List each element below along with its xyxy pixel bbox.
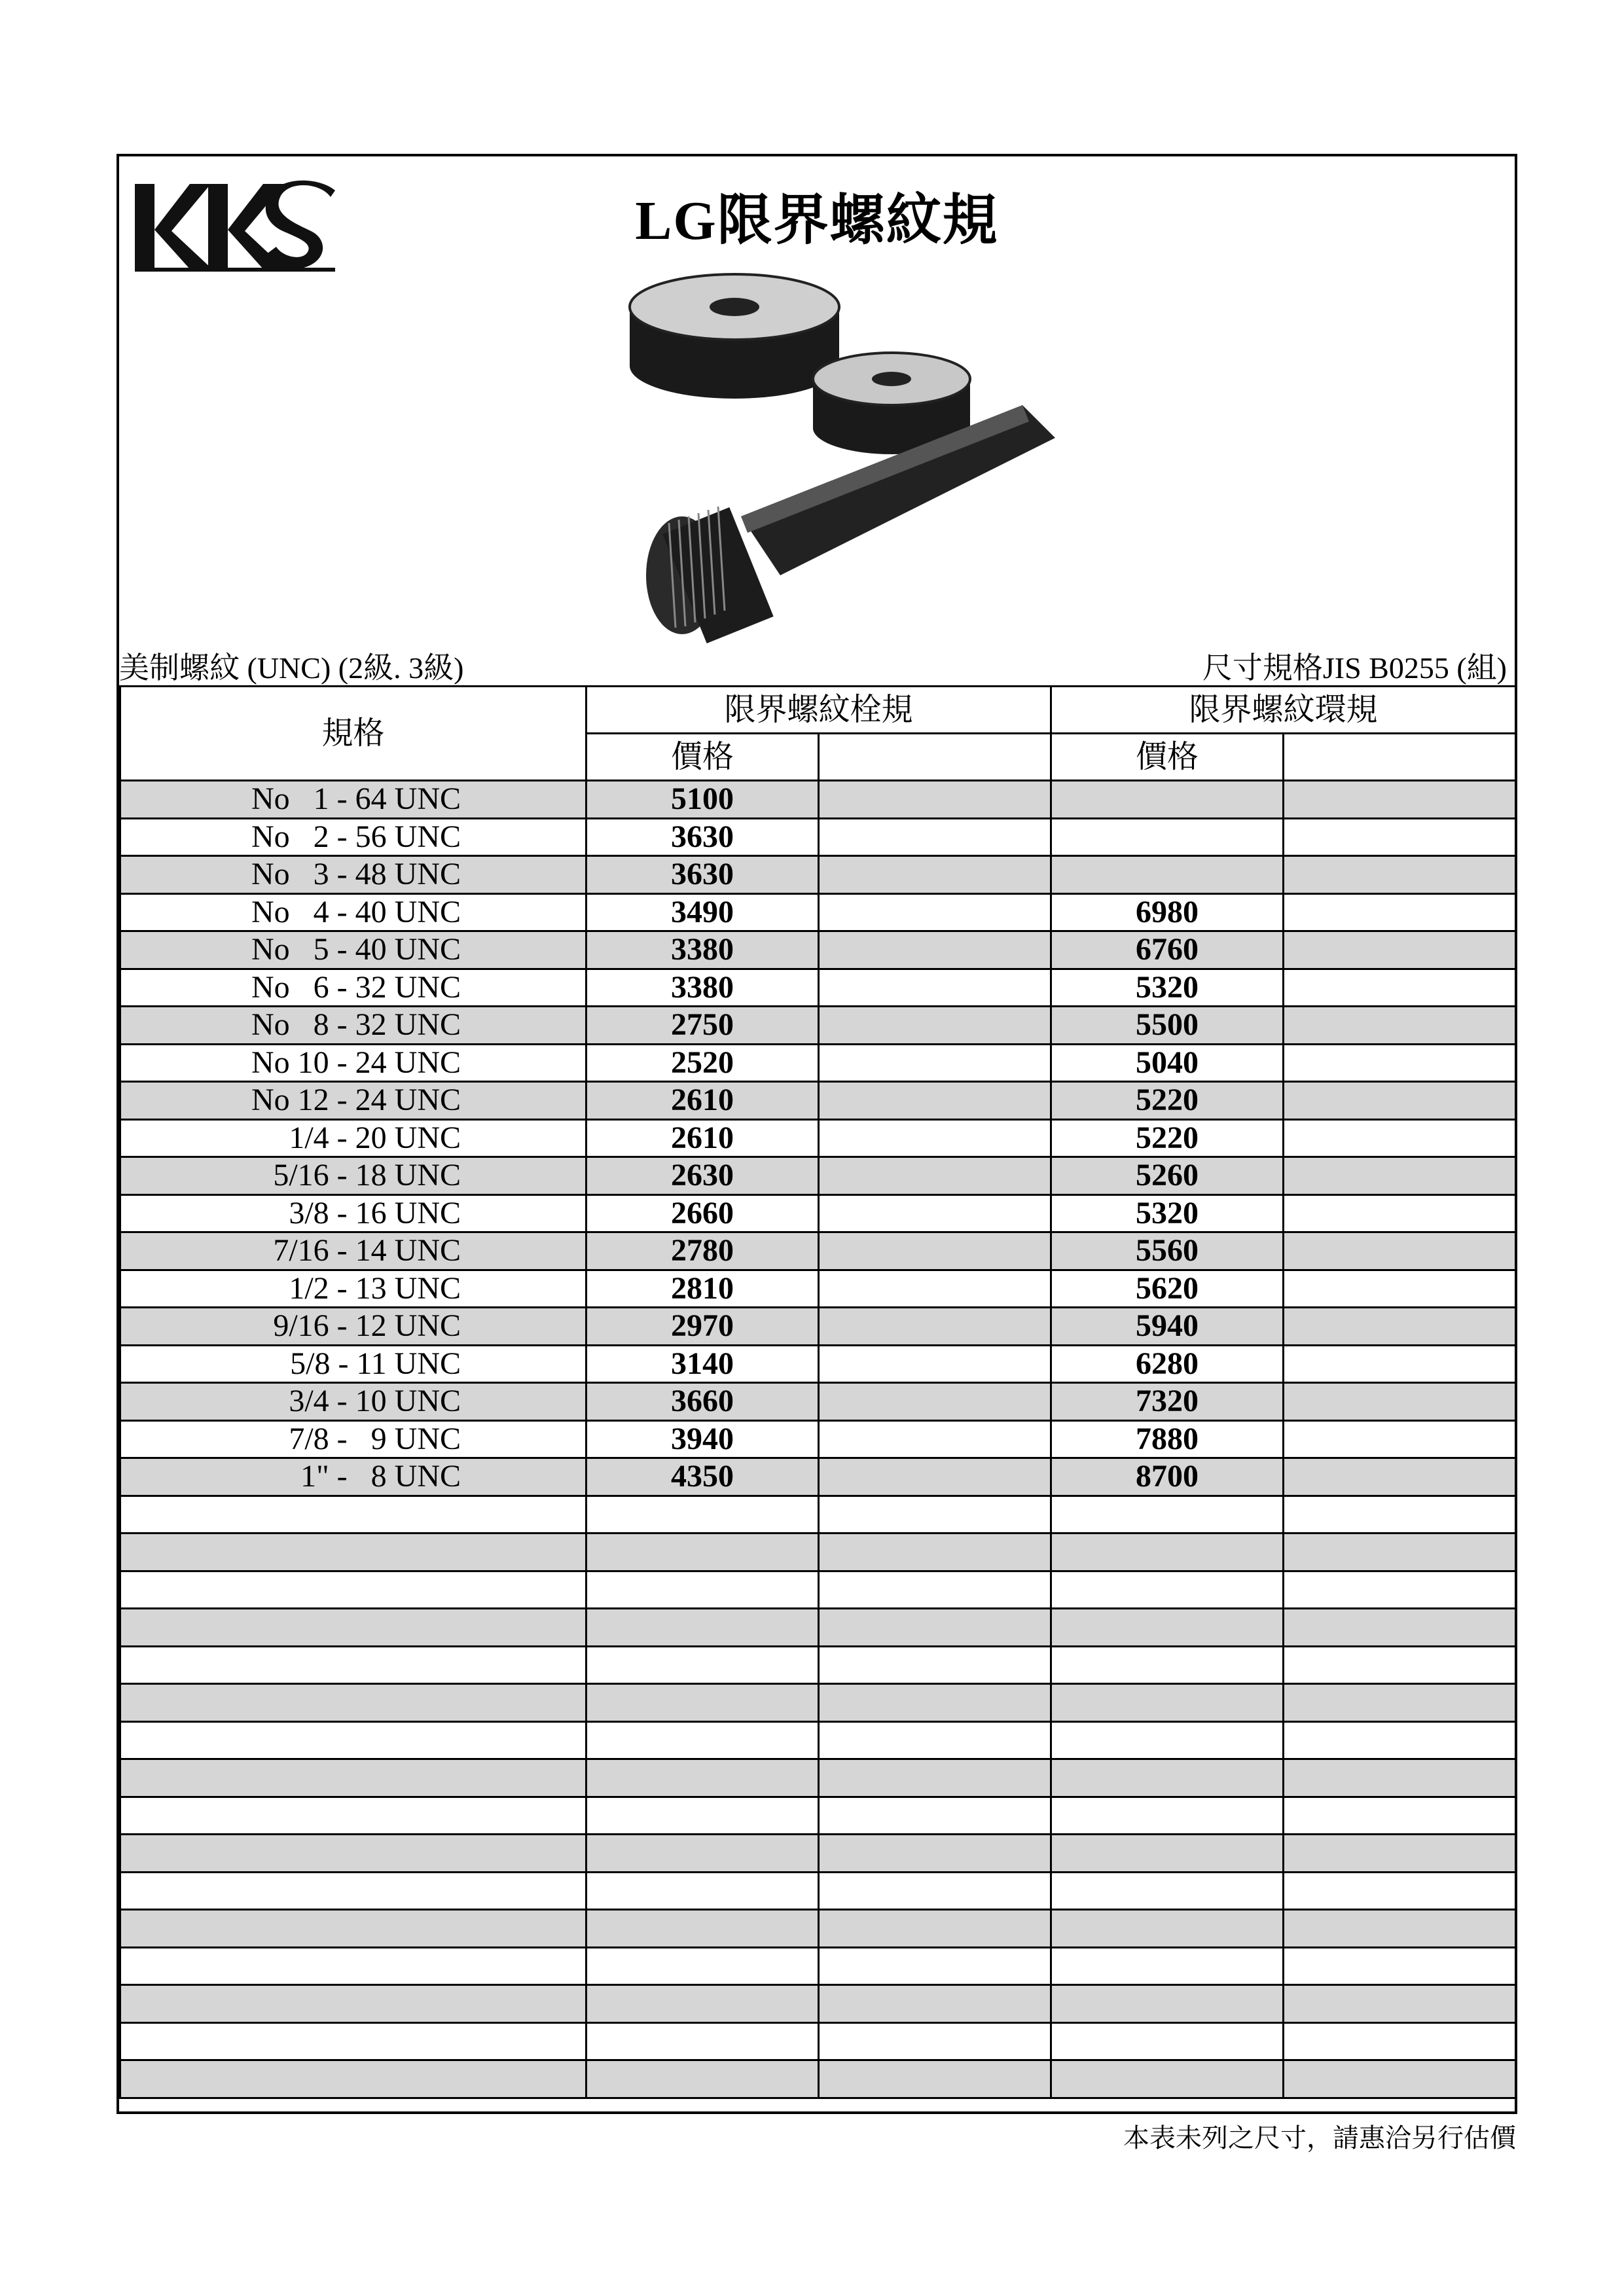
table-row [120,1270,1516,1308]
plug-price-cell: 2970 [586,1308,819,1346]
price-sheet-frame [117,154,1517,2114]
ring-blank-cell [1284,1232,1516,1270]
ring-price-cell: 7320 [1051,1383,1284,1421]
table-row [120,1910,1516,1948]
spec-cell: No 10 - 24 UNC [120,1044,586,1082]
table-row [120,1835,1516,1873]
ring-price-cell [1051,1759,1284,1797]
ring-blank-cell [1284,1308,1516,1346]
ring-blank-cell [1284,856,1516,894]
ring-blank-cell [1284,1119,1516,1157]
table-row [120,1571,1516,1609]
plug-price-cell [586,1684,819,1722]
plug-price-cell: 3660 [586,1383,819,1421]
plug-blank-cell [819,818,1051,856]
plug-blank-cell [819,1947,1051,1985]
plug-blank-cell [819,2060,1051,2098]
spec-cell [120,1721,586,1759]
plug-price-cell [586,1759,819,1797]
table-row [120,931,1516,969]
plug-blank-cell [819,1345,1051,1383]
table-row [120,1458,1516,1496]
ring-blank-cell [1284,1835,1516,1873]
plug-price-cell [586,1872,819,1910]
spec-cell: No 6 - 32 UNC [120,969,586,1007]
ring-blank-cell [1284,1458,1516,1496]
ring-price-cell [1051,1496,1284,1534]
ring-price-cell [1051,1835,1284,1873]
plug-price-cell: 2810 [586,1270,819,1308]
table-row [120,1157,1516,1195]
ring-blank-cell [1284,1646,1516,1684]
ring-blank-cell [1284,2022,1516,2060]
header-spec: 規格 [120,687,586,781]
table-row [120,1609,1516,1647]
ring-blank-cell [1284,931,1516,969]
page-title: LG限界螺紋規 [635,190,999,251]
ring-price-cell [1051,1721,1284,1759]
spec-cell: No 5 - 40 UNC [120,931,586,969]
ring-blank-cell [1284,818,1516,856]
spec-cell: 1/4 - 20 UNC [120,1119,586,1157]
plug-blank-cell [819,1383,1051,1421]
ring-blank-cell [1284,1383,1516,1421]
plug-blank-cell [819,2022,1051,2060]
plug-blank-cell [819,1007,1051,1045]
ring-blank-cell [1284,781,1516,819]
table-row [120,1383,1516,1421]
spec-cell: No 3 - 48 UNC [120,856,586,894]
spec-cell: No 8 - 32 UNC [120,1007,586,1045]
header-ring-gauge: 限界螺紋環規 [1051,687,1516,734]
table-row [120,1420,1516,1458]
plug-price-cell: 3380 [586,969,819,1007]
spec-cell: 7/16 - 14 UNC [120,1232,586,1270]
table-row [120,1797,1516,1835]
spec-cell: 3/8 - 16 UNC [120,1194,586,1232]
ring-price-cell: 5320 [1051,969,1284,1007]
plug-price-cell [586,1835,819,1873]
plug-blank-cell [819,1571,1051,1609]
plug-price-cell [586,2060,819,2098]
plug-blank-cell [819,781,1051,819]
ring-price-cell: 5260 [1051,1157,1284,1195]
table-row [120,893,1516,931]
table-row [120,1007,1516,1045]
plug-price-cell: 3630 [586,856,819,894]
footer-note: 本表未列之尺寸，請惠洽另行估價 [1123,2123,1516,2153]
ring-price-cell [1051,818,1284,856]
ring-blank-cell [1284,2060,1516,2098]
ring-blank-cell [1284,1194,1516,1232]
ring-price-cell: 5620 [1051,1270,1284,1308]
plug-price-cell: 3380 [586,931,819,969]
spec-cell [120,1797,586,1835]
spec-cell: No 12 - 24 UNC [120,1082,586,1120]
table-row [120,1082,1516,1120]
ring-blank-cell [1284,1684,1516,1722]
plug-price-cell [586,1947,819,1985]
spec-cell: 9/16 - 12 UNC [120,1308,586,1346]
ring-blank-cell [1284,1910,1516,1948]
ring-price-cell [1051,1947,1284,1985]
spec-cell: 3/4 - 10 UNC [120,1383,586,1421]
plug-price-cell: 3140 [586,1345,819,1383]
plug-blank-cell [819,969,1051,1007]
ring-price-cell: 5500 [1051,1007,1284,1045]
table-row [120,1534,1516,1571]
ring-price-cell [1051,2022,1284,2060]
ring-blank-cell [1284,1985,1516,2023]
ring-price-cell: 5220 [1051,1119,1284,1157]
ring-blank-cell [1284,1947,1516,1985]
table-row [120,1721,1516,1759]
ring-price-cell [1051,856,1284,894]
spec-cell [120,1571,586,1609]
ring-blank-cell [1284,1007,1516,1045]
ring-price-cell [1051,1534,1284,1571]
ring-blank-cell [1284,1797,1516,1835]
ring-price-cell: 5320 [1051,1194,1284,1232]
ring-blank-cell [1284,1420,1516,1458]
plug-price-cell: 2520 [586,1044,819,1082]
table-row [120,1194,1516,1232]
spec-cell [120,1496,586,1534]
spec-cell: No 4 - 40 UNC [120,893,586,931]
spec-cell: 7/8 - 9 UNC [120,1420,586,1458]
plug-blank-cell [819,1835,1051,1873]
plug-blank-cell [819,1646,1051,1684]
thread-gauge-photo [571,235,1068,647]
plug-blank-cell [819,1759,1051,1797]
plug-blank-cell [819,1534,1051,1571]
spec-cell [120,1759,586,1797]
ring-price-cell: 6760 [1051,931,1284,969]
ring-blank-cell [1284,1496,1516,1534]
ring-price-cell: 5040 [1051,1044,1284,1082]
ring-blank-cell [1284,1872,1516,1910]
ring-price-cell: 8700 [1051,1458,1284,1496]
plug-price-cell: 2630 [586,1157,819,1195]
ring-blank-cell [1284,1571,1516,1609]
table-row [120,856,1516,894]
plug-price-cell [586,1910,819,1948]
header-plug-price: 價格 [586,734,819,781]
ring-price-cell [1051,1684,1284,1722]
plug-price-cell [586,1646,819,1684]
plug-blank-cell [819,1985,1051,2023]
spec-cell [120,1534,586,1571]
table-row [120,2022,1516,2060]
spec-cell: 1/2 - 13 UNC [120,1270,586,1308]
header-plug-blank [819,734,1051,781]
ring-price-cell [1051,1646,1284,1684]
ring-price-cell [1051,1910,1284,1948]
header-ring-price: 價格 [1051,734,1284,781]
table-row [120,1308,1516,1346]
table-row [120,1684,1516,1722]
spec-cell: No 1 - 64 UNC [120,781,586,819]
table-row [120,1872,1516,1910]
ring-price-cell [1051,1609,1284,1647]
header-plug-gauge: 限界螺紋栓規 [586,687,1051,734]
spec-cell [120,1947,586,1985]
spec-cell [120,1609,586,1647]
table-row [120,1044,1516,1082]
table-row [120,818,1516,856]
ring-blank-cell [1284,1534,1516,1571]
spec-cell [120,2060,586,2098]
ring-price-cell: 5560 [1051,1232,1284,1270]
plug-price-cell: 2750 [586,1007,819,1045]
plug-blank-cell [819,1609,1051,1647]
table-row [120,1759,1516,1797]
plug-price-cell: 2660 [586,1194,819,1232]
ring-blank-cell [1284,1082,1516,1120]
price-table [119,685,1517,2099]
plug-price-cell: 3940 [586,1420,819,1458]
spec-cell: No 2 - 56 UNC [120,818,586,856]
table-row [120,1985,1516,2023]
plug-price-cell [586,1496,819,1534]
plug-price-cell [586,1721,819,1759]
ring-blank-cell [1284,1609,1516,1647]
plug-blank-cell [819,1119,1051,1157]
ring-price-cell: 5940 [1051,1308,1284,1346]
ring-price-cell: 5220 [1051,1082,1284,1120]
plug-price-cell [586,1797,819,1835]
ring-blank-cell [1284,893,1516,931]
ring-price-cell [1051,1872,1284,1910]
spec-cell [120,1835,586,1873]
plug-blank-cell [819,1684,1051,1722]
table-row [120,1947,1516,1985]
plug-price-cell: 2610 [586,1119,819,1157]
plug-price-cell [586,1571,819,1609]
plug-blank-cell [819,1420,1051,1458]
plug-blank-cell [819,1797,1051,1835]
plug-blank-cell [819,1082,1051,1120]
header-ring-blank [1284,734,1516,781]
plug-price-cell: 4350 [586,1458,819,1496]
ring-price-cell: 6280 [1051,1345,1284,1383]
ring-price-cell [1051,1985,1284,2023]
spec-cell: 5/8 - 11 UNC [120,1345,586,1383]
plug-price-cell: 3630 [586,818,819,856]
plug-price-cell [586,2022,819,2060]
plug-blank-cell [819,1872,1051,1910]
ring-blank-cell [1284,1345,1516,1383]
plug-price-cell [586,1534,819,1571]
table-row [120,1646,1516,1684]
plug-blank-cell [819,856,1051,894]
spec-cell [120,1910,586,1948]
ring-blank-cell [1284,969,1516,1007]
plug-blank-cell [819,1496,1051,1534]
table-row [120,2060,1516,2098]
table-row [120,969,1516,1007]
table-row [120,1345,1516,1383]
ring-price-cell [1051,2060,1284,2098]
plug-price-cell: 2780 [586,1232,819,1270]
spec-cell [120,1872,586,1910]
ring-price-cell [1051,1571,1284,1609]
ring-blank-cell [1284,1044,1516,1082]
plug-blank-cell [819,1270,1051,1308]
table-row [120,781,1516,819]
ring-price-cell [1051,781,1284,819]
plug-blank-cell [819,1044,1051,1082]
ring-price-cell: 6980 [1051,893,1284,931]
plug-price-cell: 5100 [586,781,819,819]
thread-standard-label: 美制螺紋 (UNC) (2級. 3級) [119,651,464,685]
plug-blank-cell [819,1232,1051,1270]
spec-cell [120,1985,586,2023]
table-row [120,1232,1516,1270]
plug-blank-cell [819,1910,1051,1948]
ring-price-cell [1051,1797,1284,1835]
spec-cell [120,1646,586,1684]
plug-price-cell: 3490 [586,893,819,931]
spec-cell [120,1684,586,1722]
size-standard-label: 尺寸規格JIS B0255 (組) [1202,651,1507,685]
plug-blank-cell [819,931,1051,969]
plug-blank-cell [819,1308,1051,1346]
plug-blank-cell [819,1458,1051,1496]
plug-price-cell [586,1985,819,2023]
ring-blank-cell [1284,1721,1516,1759]
plug-blank-cell [819,1194,1051,1232]
plug-price-cell [586,1609,819,1647]
ring-blank-cell [1284,1157,1516,1195]
spec-cell [120,2022,586,2060]
spec-cell: 1" - 8 UNC [120,1458,586,1496]
ring-blank-cell [1284,1270,1516,1308]
plug-blank-cell [819,1157,1051,1195]
spec-cell: 5/16 - 18 UNC [120,1157,586,1195]
plug-price-cell: 2610 [586,1082,819,1120]
table-row [120,1496,1516,1534]
plug-blank-cell [819,1721,1051,1759]
plug-blank-cell [819,893,1051,931]
ring-price-cell: 7880 [1051,1420,1284,1458]
ring-blank-cell [1284,1759,1516,1797]
table-row [120,1119,1516,1157]
